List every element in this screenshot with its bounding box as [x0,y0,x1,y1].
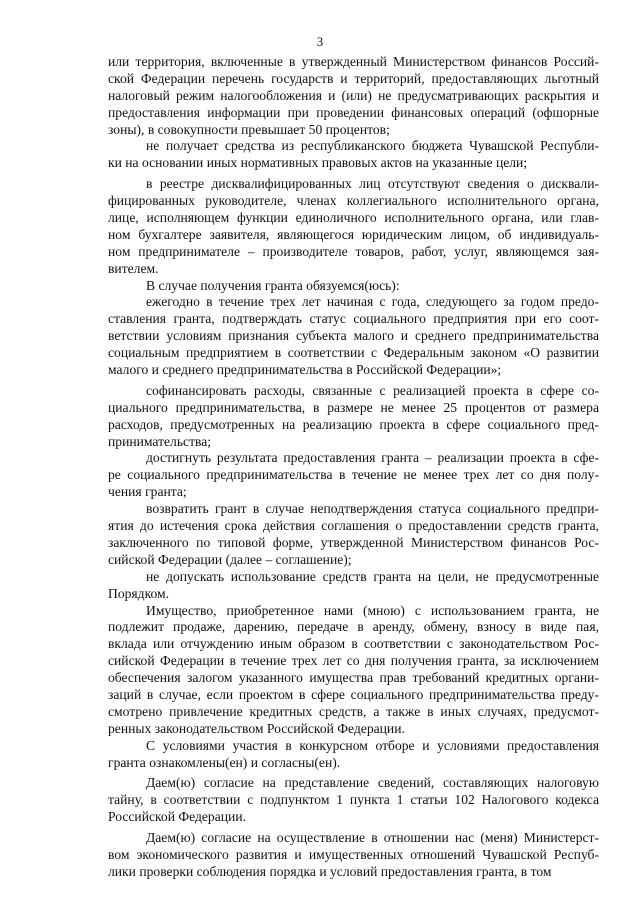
text-line: подлежит продаже, дарению, передаче в аренду, обмену, взносу в виде пая, [108,619,599,635]
text-line: достигнуть результата предоставления гранта – реализации проекта в сфе- [146,450,599,466]
paragraph [108,603,599,738]
text-line: обеспечения залогом указанного имущества прав требований кредитных органи- [108,670,599,686]
text-line: ренных законодательством Российской Федерации. [108,720,405,736]
text-line: циального предпринимательства, в размере не менее 25 процентов от размера [108,399,599,415]
text-line: ки на основании иных нормативных правовых актов на указанные цели; [108,155,528,171]
text-line: Российской Федерации. [108,809,246,825]
text-line: ном предпринимателе – производителе товаров, работ, услуг, являющемся зая- [108,243,599,259]
paragraph [108,450,599,501]
paragraph [108,738,599,772]
text-line: лики проверки соблюдения порядка и условий предоставления гранта, в том [108,863,552,879]
text-line: предоставления информации при проведении финансовых операций (офшорные [108,104,599,120]
text-line: В случае получения гранта обязуемся(юсь): [146,277,400,293]
text-line: сийской Федерации в течение трех лет со дня получения гранта, за исключением [108,653,599,669]
text-line: принимательства; [108,433,212,449]
text-line: или территория, включенные в утвержденный Министерством финансов Россий- [108,54,599,69]
paragraph [108,278,599,295]
document-body [108,54,599,881]
text-line: лице, исполняющем функции единоличного исполнительного органа, или глав- [108,210,599,226]
text-line: не допускать использование средств гранта на цели, не предусмотренные [146,568,599,584]
text-line: ветствии условиям признания субъекта малого и среднего предпринимательства [108,328,599,344]
text-line: Даем(ю) согласие на осуществление в отношении нас (меня) Министерст- [146,830,599,846]
text-line: ном бухгалтере заявителя, являющегося юридическим лицом, об индивидуаль- [108,226,599,242]
text-line: вом экономического развития и имущественных отношений Чувашской Респуб- [108,846,599,862]
paragraph [108,830,599,881]
text-line: ставления гранта, подтверждать статус социального предприятия при его соот- [108,311,599,327]
text-line: вклада или отчуждению иным образом в соответствии с законодательством Рос- [108,636,599,652]
text-line: малого и среднего предпринимательства в Российской Федерации»; [108,362,502,378]
page-number: 3 [316,35,324,49]
text-line: в реестре дисквалифицированных лиц отсутствуют сведения о дисквали- [146,176,599,192]
text-line: чения гранта; [108,484,187,500]
text-line: смотрено привлечение кредитных средств, а также в иных случаях, предусмот- [108,703,599,719]
text-line: ятия до истечения срока действия соглашения о предоставлении средств гранта, [108,518,599,534]
text-line: вителем. [108,260,159,276]
text-line: заключенного по типовой форме, утвержденной Министерством финансов Рос- [108,534,599,550]
text-line: софинансировать расходы, связанные с реализацией проекта в сфере со- [146,382,599,398]
text-line: тайну, в соответствии с подпунктом 1 пункта 1 статьи 102 Налогового кодекса [108,792,599,808]
text-line: возвратить грант в случае неподтверждения статуса социального предпри- [146,501,599,517]
paragraph [108,294,599,378]
text-line: налоговый режим налогообложения и (или) не предусматривающих раскрытия и [108,87,599,103]
text-line: зоны), в совокупности превышает 50 процентов; [108,121,390,137]
paragraph [108,383,599,451]
text-line: Даем(ю) согласие на представление сведений, составляющих налоговую [146,775,599,791]
text-line: С условиями участия в конкурсном отборе и условиями предоставления [146,737,599,753]
paragraph [108,501,599,569]
text-line: ре социального предпринимательства в течение не менее трех лет со дня полу- [108,467,599,483]
text-line: заций в случае, если проектом в сфере социального предпринимательства преду- [108,686,599,702]
text-line: сийской Федерации (далее – соглашение); [108,551,352,567]
text-line: не получает средства из республиканского бюджета Чувашской Республи- [146,138,599,154]
text-line: Порядком. [108,585,170,601]
text-line: Имущество, приобретенное нами (мною) с использованием гранта, не [146,602,599,618]
text-line: социальным предприятием в соответствии с Федеральным законом «О развитии [108,345,599,361]
paragraph [108,775,599,826]
text-line: гранта ознакомлены(ен) и согласны(ен). [108,754,341,770]
text-line: фицированных руководителе, членах коллегиального исполнительного органа, [108,193,599,209]
paragraph [108,138,599,172]
paragraph [108,54,599,138]
paragraph [108,176,599,277]
paragraph [108,569,599,603]
text-line: ежегодно в течение трех лет начиная с года, следующего за годом предо- [146,294,599,310]
text-line: ской Федерации перечень государств и территорий, предоставляющих льготный [108,70,599,86]
text-line: расходов, предусмотренных на реализацию проекта в сфере социального пред- [108,416,599,432]
